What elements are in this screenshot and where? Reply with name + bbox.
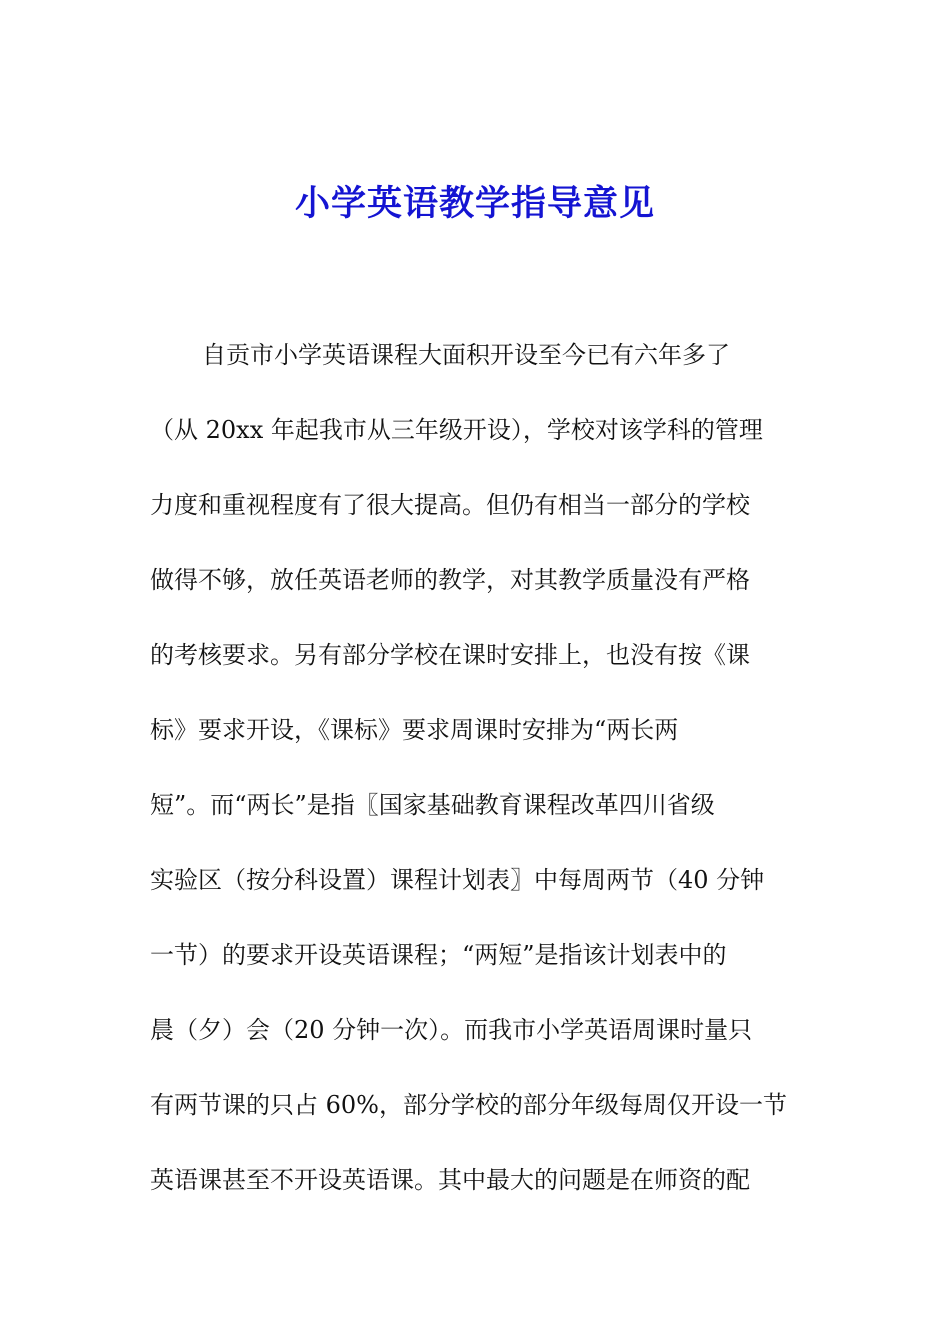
paragraph-line: 英语课甚至不开设英语课。其中最大的问题是在师资的配 bbox=[150, 1166, 750, 1194]
paragraph-line: （从 20xx 年起我市从三年级开设），学校对该学科的管理 bbox=[150, 416, 763, 444]
paragraph-line: 晨（夕）会（20 分钟一次）。而我市小学英语周课时量只 bbox=[150, 1016, 753, 1044]
paragraph-line: 一节）的要求开设英语课程；“两短”是指该计划表中的 bbox=[150, 941, 727, 969]
paragraph-line: 自贡市小学英语课程大面积开设至今已有六年多了 bbox=[202, 341, 730, 369]
body-paragraph bbox=[150, 332, 820, 1232]
paragraph-line: 实验区（按分科设置）课程计划表〗中每周两节（40 分钟 bbox=[150, 866, 765, 894]
document-title: 小学英语教学指导意见 bbox=[294, 183, 655, 224]
paragraph-line: 有两节课的只占 60%，部分学校的部分年级每周仅开设一节 bbox=[150, 1091, 787, 1119]
paragraph-line: 短”。而“两长”是指〖国家基础教育课程改革四川省级 bbox=[150, 791, 715, 819]
paragraph-line: 的考核要求。另有部分学校在课时安排上，也没有按《课 bbox=[150, 641, 750, 669]
paragraph-line: 标》要求开设，《课标》要求周课时安排为“两长两 bbox=[150, 716, 679, 744]
paragraph-line: 做得不够，放任英语老师的教学，对其教学质量没有严格 bbox=[150, 566, 750, 594]
paragraph-line: 力度和重视程度有了很大提高。但仍有相当一部分的学校 bbox=[150, 491, 750, 519]
